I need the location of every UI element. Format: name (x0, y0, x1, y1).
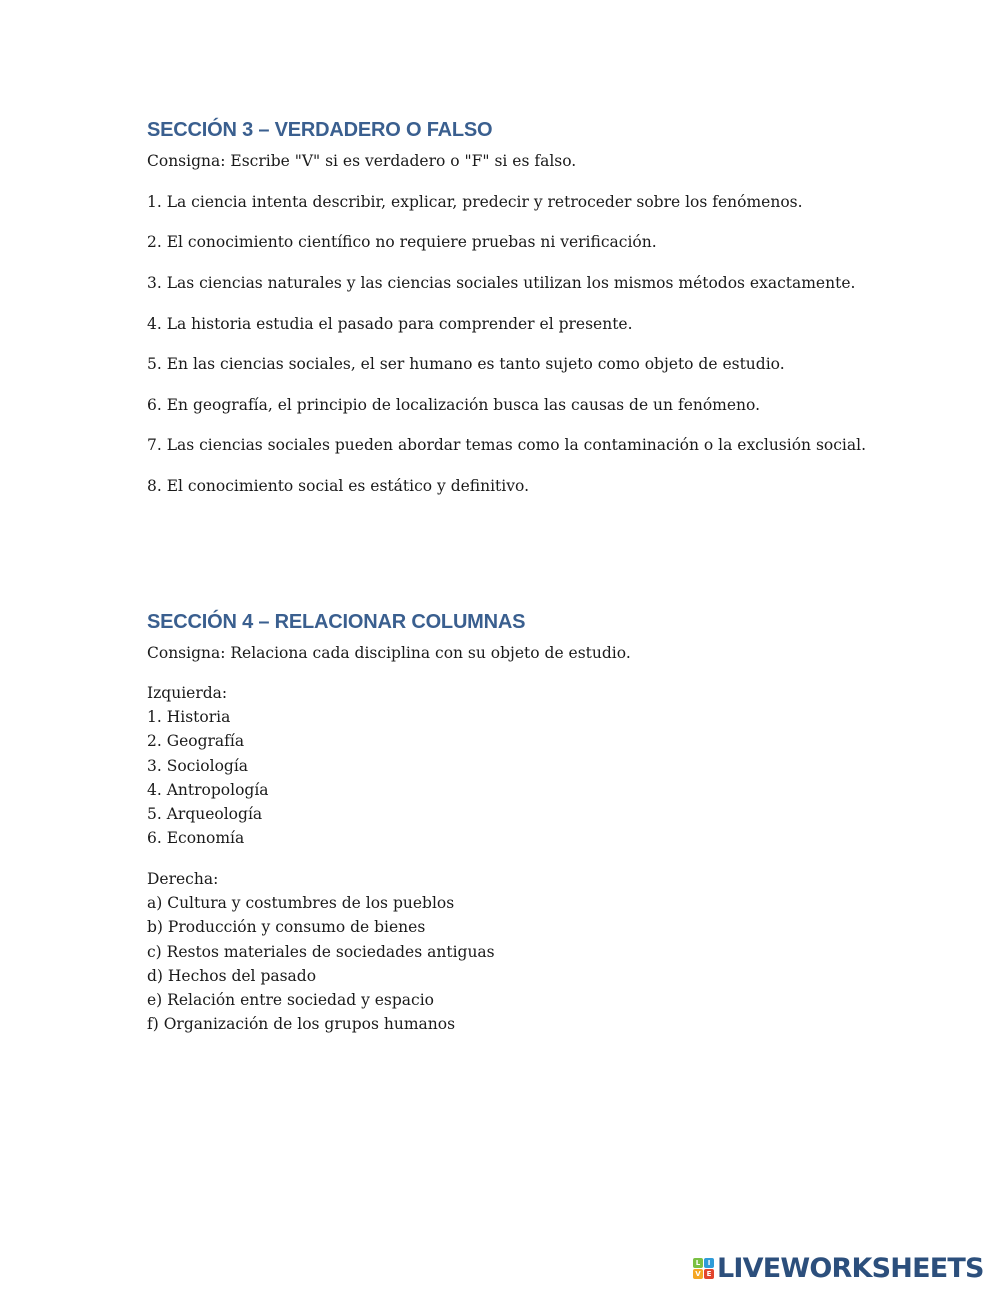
section-4-instruction: Consigna: Relaciona cada disciplina con su objeto de estudio. (147, 644, 631, 662)
left-column-list (147, 681, 269, 850)
right-column-item: d) Hechos del pasado (147, 966, 317, 985)
right-column-list (147, 867, 495, 1036)
section-4-title: SECCIÓN 4 – RELACIONAR COLUMNAS (147, 611, 526, 633)
left-column-heading: Izquierda: (147, 684, 228, 702)
right-column-heading: Derecha: (147, 870, 219, 888)
left-column-item: 1. Historia (147, 708, 231, 727)
left-column-item: 2. Geografía (147, 732, 245, 751)
left-column-item: 3. Sociología (147, 756, 249, 775)
section-3-title: SECCIÓN 3 – VERDADERO O FALSO (147, 119, 493, 141)
section-3-instruction: Consigna: Escribe "V" si es verdadero o "F" si es falso. (147, 152, 577, 170)
true-false-item-6: 6. En geografía, el principio de localización busca las causas de un fenómeno. (147, 396, 761, 414)
brand-tile: V (693, 1269, 703, 1279)
brand-name: LIVEWORKSHEETS (717, 1253, 984, 1284)
left-column-item: 4. Antropología (147, 780, 269, 799)
right-column-item: f) Organización de los grupos humanos (147, 1015, 456, 1034)
true-false-item-5: 5. En las ciencias sociales, el ser humano es tanto sujeto como objeto de estudio. (147, 355, 785, 373)
true-false-item-8: 8. El conocimiento social es estático y definitivo. (147, 477, 529, 495)
true-false-item-4: 4. La historia estudia el pasado para comprender el presente. (147, 315, 633, 333)
true-false-item-3: 3. Las ciencias naturales y las ciencias sociales utilizan los mismos métodos exactamente. (147, 274, 856, 292)
left-column-item: 5. Arqueología (147, 804, 263, 823)
true-false-item-1: 1. La ciencia intenta describir, explicar, predecir y retroceder sobre los fenómenos. (147, 193, 803, 211)
liveworksheets-logo (693, 1254, 984, 1284)
brand-logo-icon (693, 1258, 715, 1280)
right-column-item: c) Restos materiales de sociedades antiguas (147, 942, 495, 961)
right-column-item: b) Producción y consumo de bienes (147, 918, 426, 937)
left-column-item: 6. Economía (147, 829, 245, 848)
true-false-item-2: 2. El conocimiento científico no requiere pruebas ni verificación. (147, 233, 657, 251)
right-column-item: e) Relación entre sociedad y espacio (147, 990, 435, 1009)
right-column-item: a) Cultura y costumbres de los pueblos (147, 894, 455, 913)
true-false-item-7: 7. Las ciencias sociales pueden abordar temas como la contaminación o la exclusión social. (147, 436, 867, 454)
brand-tile: L (693, 1258, 703, 1268)
brand-tile: E (704, 1269, 714, 1279)
brand-tile: I (704, 1258, 714, 1268)
